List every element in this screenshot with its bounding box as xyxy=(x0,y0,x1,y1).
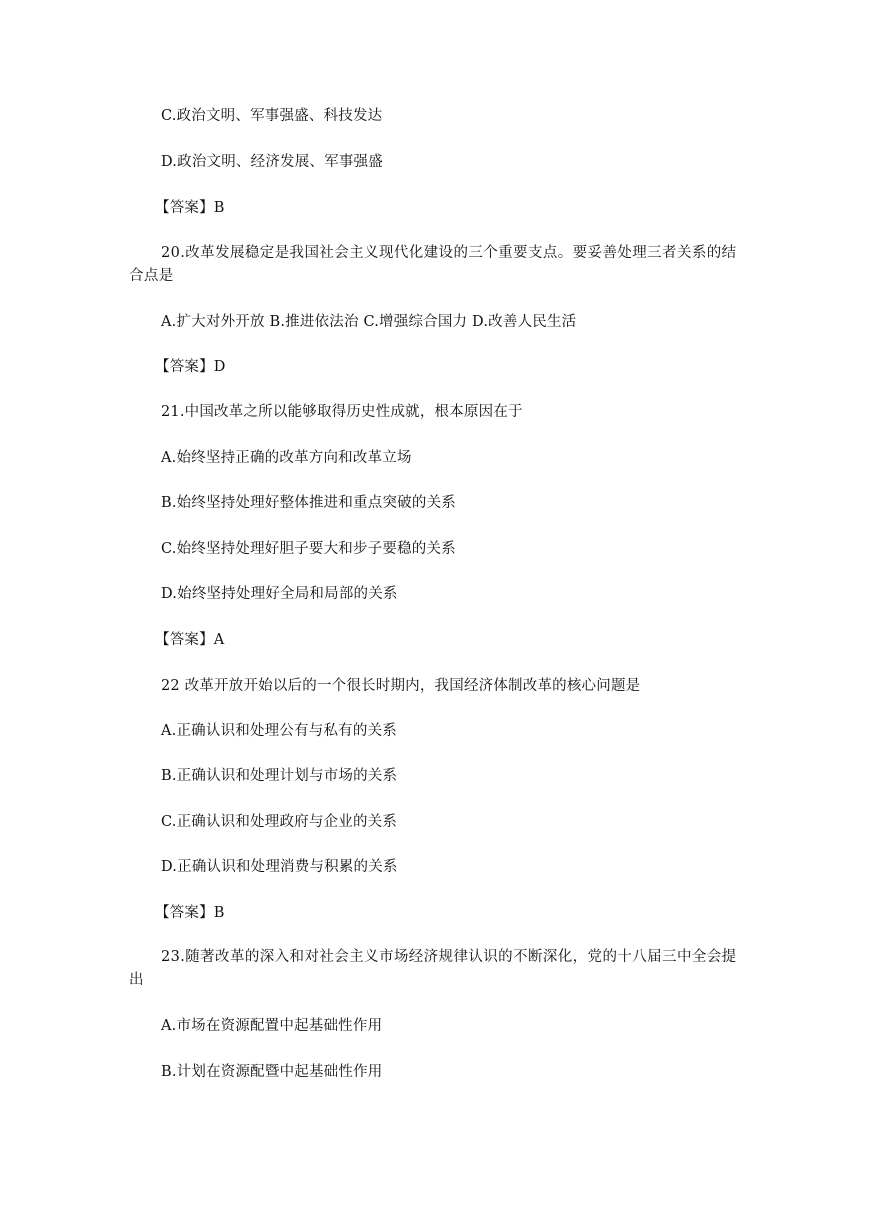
option-d-q21: D.始终坚持处理好全局和局部的关系 xyxy=(161,586,398,602)
answer-q19: 【答案】B xyxy=(155,200,225,216)
question-23: 23.随著改革的深入和对社会主义市场经济规律认识的不断深化，党的十八届三中全会提出 xyxy=(129,949,737,988)
option-d-q19: D.政治文明、经济发展、军事强盛 xyxy=(161,154,383,170)
option-a-q22: A.正确认识和处理公有与私有的关系 xyxy=(161,723,397,739)
question-20: 20.改革发展稳定是我国社会主义现代化建设的三个重要支点。要妥善处理三者关系的结合点是 xyxy=(129,245,737,284)
option-c-q21: C.始终坚持处理好胆子要大和步子要稳的关系 xyxy=(161,541,456,557)
answer-q22: 【答案】B xyxy=(155,905,225,921)
option-d-q22: D.正确认识和处理消费与积累的关系 xyxy=(161,859,398,875)
question-21: 21.中国改革之所以能够取得历史性成就，根本原因在于 xyxy=(161,404,523,420)
options-q20: A.扩大对外开放 B.推进依法治 C.增强综合国力 D.改善人民生活 xyxy=(161,314,577,330)
answer-q21: 【答案】A xyxy=(155,632,225,648)
option-b-q23: B.计划在资源配暨中起基础性作用 xyxy=(161,1064,383,1080)
option-a-q23: A.市场在资源配置中起基础性作用 xyxy=(161,1018,383,1034)
option-c-q19: C.政治文明、军事强盛、科技发达 xyxy=(161,108,383,124)
option-a-q21: A.始终坚持正确的改革方向和改革立场 xyxy=(161,450,412,466)
question-22: 22 改革开放开始以后的一个很长时期内，我国经济体制改革的核心问题是 xyxy=(161,678,641,694)
option-c-q22: C.正确认识和处理政府与企业的关系 xyxy=(161,814,398,830)
answer-q20: 【答案】D xyxy=(155,359,226,375)
option-b-q22: B.正确认识和处理计划与市场的关系 xyxy=(161,768,398,784)
option-b-q21: B.始终坚持处理好整体推进和重点突破的关系 xyxy=(161,495,456,511)
